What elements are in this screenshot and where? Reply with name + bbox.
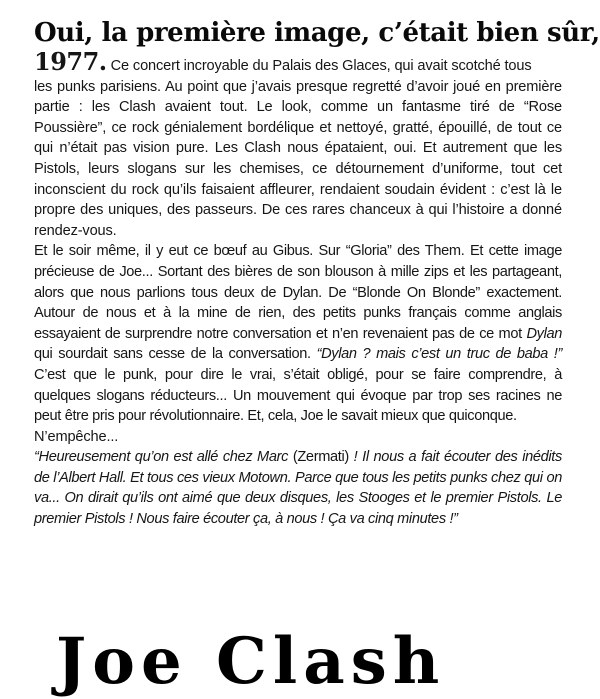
paragraph-1: les punks parisiens. Au point que j’avais presque regretté d’avoir joué en première partie : les Clash avaient tout. Le look, comme un fantasme tiré de “Rose Poussière”, ce rock génialement bordélique et nettoyé, gratté, épouillé, de tout ce qui n’était pas vision pure. Les Clash nous épataient, oui. Et autrement que les Pistols, leurs slogans sur les chemises, ce détournement d’uniforme, tout cet inconscient du rock qu’ils faisaient affleurer, rendaient soudain évident : c’est là le propre des uniques, des passeurs. De ces rares chanceux à qui l’histoire a donné rendez-vous.	[34, 78, 562, 239]
baba-quote: “Dylan ? mais c’est un truc de baba !”	[316, 346, 562, 363]
bottom-title-text: Joe Clash	[56, 624, 446, 699]
bottom-title-fragment	[56, 624, 556, 699]
paragraph-2-end: C’est que le punk, pour dire le vrai, s’était obligé, pour se faire comprendre, à quelques slogans réducteurs... Un mouvement qui évoque par trop ses racines ne peut être pris pour révolutionnaire. Et, cela, Joe le savait mieux que quiconque.	[34, 366, 562, 425]
zermati-note: (Zermati)	[292, 449, 349, 466]
marc-quote	[34, 447, 562, 529]
lead-year: 1977.	[34, 47, 107, 76]
dylan-word: Dylan	[526, 325, 562, 342]
headline: Oui, la première image, c’était bien sûr,	[34, 18, 600, 48]
paragraph-2	[34, 241, 562, 426]
paragraph-3: N’empêche...	[34, 428, 119, 445]
marc-quote-start: “Heureusement qu’on est allé chez Marc	[34, 449, 289, 466]
paragraph-2-text: Et le soir même, il y eut ce bœuf au Gibus. Sur “Gloria” des Them. Et cette image précieuse de Joe... Sortant des bières de son blouson à mille zips et les partageant, alors que nous parlions tous deux de Dylan. De “Blonde On Blonde” exactement. Autour de nous et à la mine de rien, des petits punks français comme anglais essayaient de surprendre notre conversation et n’en revenaient pas de ce mot	[34, 243, 562, 342]
marc-quote-rest: ! Il nous a fait écouter des inédits de l’Albert Hall. Et tous ces vieux Motown. Parce que tous les petits punks chez qui on va... On dirait qu’ils ont aimé que deux disques, les Stooges et le premier Pistols. Le premier Pistols ! Nous faire écouter ça, à nous ! Ça va cinq minutes !”	[34, 449, 562, 528]
article-body	[34, 47, 562, 530]
lead-line	[34, 47, 562, 77]
lead-text: Ce concert incroyable du Palais des Glaces, qui avait scotché tous	[110, 58, 532, 74]
paragraph-2-middle: qui sourdait sans cesse de la conversation.	[34, 346, 311, 363]
